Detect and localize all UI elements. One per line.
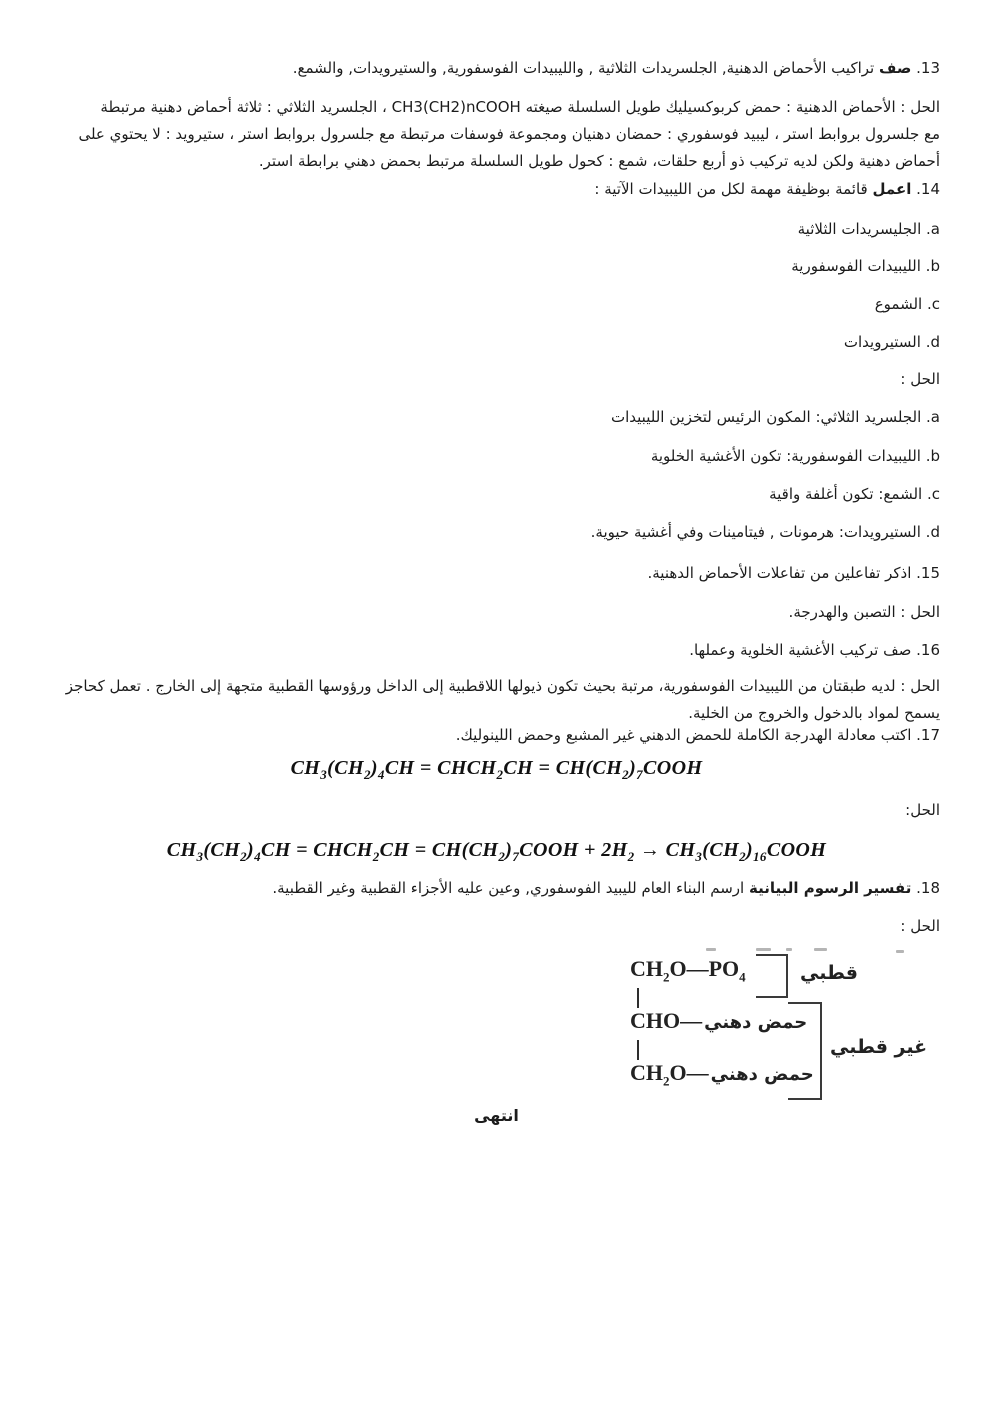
question-15: 15. اذكر تفاعلين من تفاعلات الأحماض الدهنية. xyxy=(647,564,940,582)
solution-18-label: الحل : xyxy=(900,917,940,935)
solution-14-item-b: b. الليبيدات الفوسفورية: تكون الأغشية الخلوية xyxy=(650,447,940,465)
solution-14-item-c: c. الشمع: تكون أغلفة واقية xyxy=(769,485,940,503)
question-13-number: 13. xyxy=(916,59,940,77)
scan-artifact-dash xyxy=(896,950,904,953)
bond-line-1 xyxy=(637,988,639,1008)
ch2o-po4-formula: $CH_2O—PO_4$ xyxy=(630,956,746,985)
solution-17-label: الحل: xyxy=(905,801,940,819)
list-item-d: d. الستيرويدات xyxy=(843,333,940,351)
solution-14-item-d: d. الستيرويدات: هرمونات , فيتامينات وفي أغشية حيوية. xyxy=(590,523,940,541)
equation-unsaturated-fatty-acid: $CH_3(CH_2)_4CH$ = $CHCH_2CH$ = $CH(CH_2)_7COOH$ xyxy=(290,757,703,782)
bond-line-2 xyxy=(637,1040,639,1060)
scan-artifact-dash xyxy=(814,948,827,951)
diagram-row-fatty-1 xyxy=(630,1008,807,1034)
scan-artifact-dash xyxy=(786,948,792,951)
equation-hydrogenation: $CH_3(CH_2)_4CH$ = $CHCH_2CH$ = $CH(CH_2)_7COOH + 2H_2$ → $CH_3(CH_2)_{16}COOH$ xyxy=(166,839,827,864)
diagram-row-phosphate xyxy=(630,956,746,985)
solution-15: الحل : التصبن والهدرجة. xyxy=(788,603,940,621)
list-item-b: b. الليبيدات الفوسفورية xyxy=(791,257,940,275)
question-18-keyword: تفسير الرسوم البيانية xyxy=(748,879,912,897)
list-item-c: c. الشموع xyxy=(874,295,940,313)
question-14-keyword: اعمل xyxy=(872,180,912,198)
question-18-text: ارسم البناء العام لليبيد الفوسفوري, وعين عليه الأجزاء القطبية وغير القطبية. xyxy=(272,879,745,897)
solution-14-label: الحل : xyxy=(900,370,940,388)
question-18 xyxy=(272,877,940,899)
polar-bracket xyxy=(756,954,788,998)
answer-13-line-2: مع جلسرول بروابط استر ، ليبيد فوسفوري : حمضان دهنيان ومجموعة فوسفات مرتبطة مع جلسرول بروابط استر ، ستيرويد : لا يحتوي على xyxy=(78,125,940,143)
phospholipid-diagram xyxy=(628,940,968,1108)
polar-label: قطبي xyxy=(800,962,858,984)
scan-artifact-dash xyxy=(756,948,771,951)
question-14 xyxy=(594,178,940,200)
question-14-text: قائمة بوظيفة مهمة لكل من الليبيدات الآتية : xyxy=(594,180,868,198)
solution-16-line-2: يسمح لمواد بالدخول والخروج من الخلية. xyxy=(688,704,940,722)
list-item-a: a. الجليسريدات الثلاثية xyxy=(797,220,940,238)
fatty-acid-label-1: حمض دهني xyxy=(704,1012,808,1033)
question-16: 16. صف تركيب الأغشية الخلوية وعملها. xyxy=(689,641,940,659)
question-18-number: 18. xyxy=(916,879,940,897)
question-13-text: تراكيب الأحماض الدهنية, الجلسريدات الثلاثية , والليبيدات الفوسفورية, والستيرويدات, والشمع. xyxy=(292,59,875,77)
answer-13-line-1: الحل : الأحماض الدهنية : حمض كربوكسيليك طويل السلسلة صيغته CH3(CH2)nCOOH ، الجلسريد الثلاثي : ثلاثة أحماض دهنية مرتبطة xyxy=(100,98,940,116)
question-14-number: 14. xyxy=(916,180,940,198)
diagram-row-fatty-2 xyxy=(630,1060,814,1089)
solution-16-line-1: الحل : لديه طبقتان من الليبيدات الفوسفورية، مرتبة بحيث تكون ذيولها اللاقطبية إلى الداخل ورؤوسها القطبية متجهة إلى الخارج . تعمل كحاجز xyxy=(65,677,940,695)
answer-13-line-3: أحماض دهنية ولكن لديه تركيب ذو أربع حلقات، شمع : كحول طويل السلسلة مرتبط بحمض دهني برابطة استر. xyxy=(258,152,940,170)
scan-artifact-dash xyxy=(706,948,716,951)
cho-formula: CHO— xyxy=(630,1008,703,1033)
nonpolar-bracket xyxy=(788,1002,822,1100)
end-marker: انتهى xyxy=(474,1106,519,1125)
question-13-keyword: صف xyxy=(878,59,912,77)
question-17: 17. اكتب معادلة الهدرجة الكاملة للحمض الدهني غير المشبع وحمض اللينوليك. xyxy=(455,726,940,744)
fatty-acid-label-2: حمض دهني xyxy=(710,1064,814,1085)
question-13 xyxy=(293,57,940,79)
solution-14-item-a: a. الجلسريد الثلاثي: المكون الرئيس لتخزين الليبيدات xyxy=(610,408,940,426)
ch2o-formula: $CH_2O—$ xyxy=(630,1060,709,1089)
nonpolar-label: غير قطبي xyxy=(830,1036,928,1058)
